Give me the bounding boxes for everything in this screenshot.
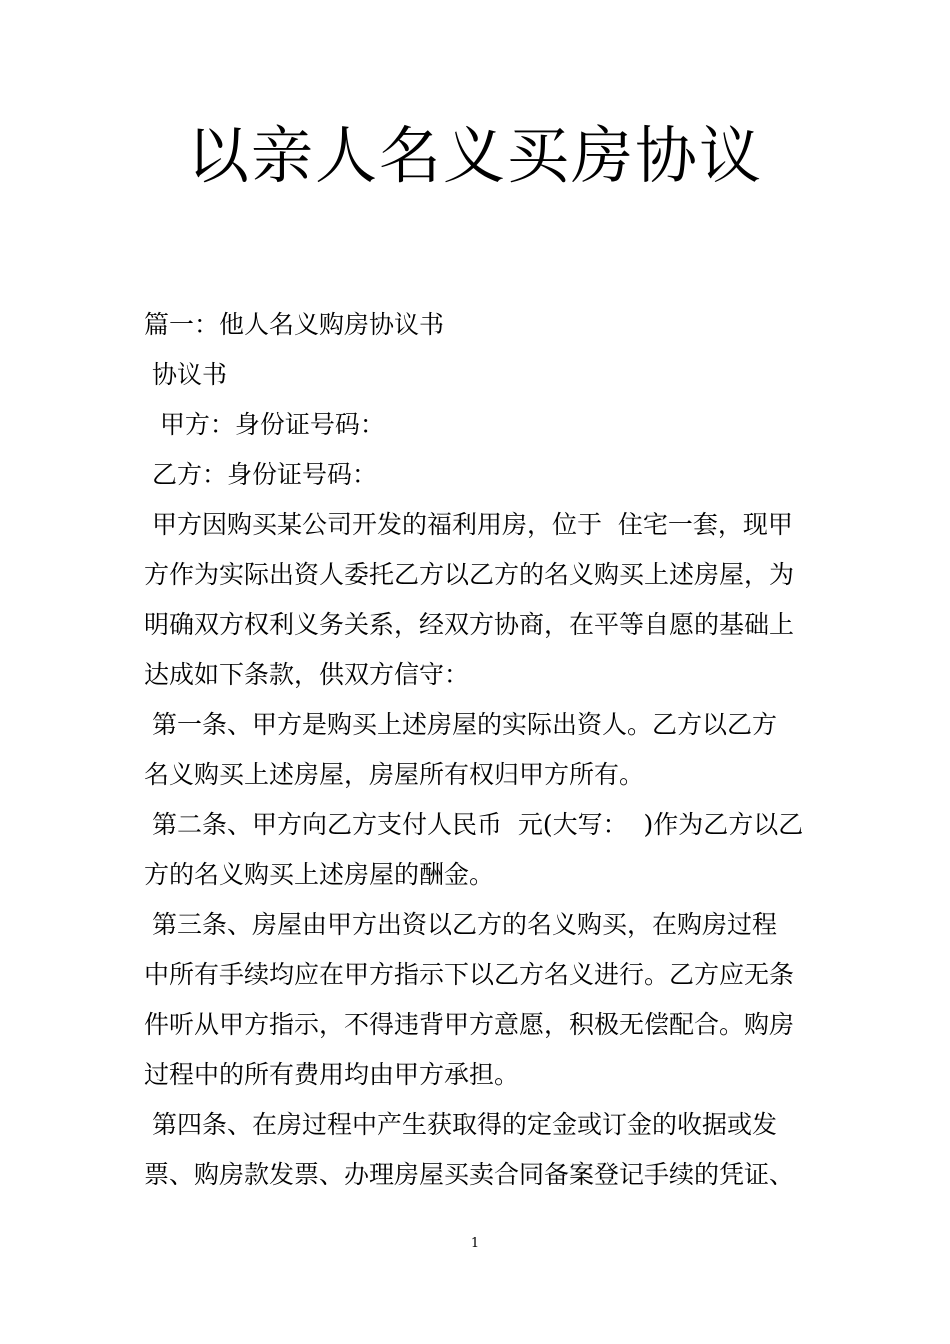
document-title: 以亲人名义买房协议	[186, 119, 763, 192]
text-line: 件听从甲方指示，不得违背甲方意愿，积极无偿配合。购房	[144, 1010, 795, 1039]
text-line: 篇一：他人名义购房协议书	[144, 310, 445, 339]
text-line: 明确双方权利义务关系，经双方协商，在平等自愿的基础上	[144, 610, 795, 639]
text-line: 方的名义购买上述房屋的酬金。	[144, 860, 495, 889]
text-line: 乙方：身份证号码：	[144, 460, 377, 489]
text-line: 名义购买上述房屋，房屋所有权归甲方所有。	[144, 760, 645, 789]
page-number: 1	[470, 1236, 480, 1251]
text-line: 协议书	[144, 360, 227, 389]
text-line: 甲方：身份证号码：	[144, 410, 385, 439]
text-line: 中所有手续均应在甲方指示下以乙方名义进行。乙方应无条	[144, 960, 795, 989]
text-line: 票、购房款发票、办理房屋买卖合同备案登记手续的凭证、	[144, 1160, 795, 1189]
text-line: 甲方因购买某公司开发的福利用房，位于 住宅一套，现甲	[144, 510, 793, 539]
document-body	[144, 300, 810, 1200]
text-line: 第四条、在房过程中产生获取得的定金或订金的收据或发	[144, 1110, 777, 1139]
text-line: 第二条、甲方向乙方支付人民币 元(大写： )作为乙方以乙	[144, 810, 804, 839]
text-line: 过程中的所有费用均由甲方承担。	[144, 1060, 520, 1089]
text-line: 方作为实际出资人委托乙方以乙方的名义购买上述房屋，为	[144, 560, 795, 589]
text-line: 达成如下条款，供双方信守：	[144, 660, 470, 689]
text-line: 第三条、房屋由甲方出资以乙方的名义购买，在购房过程	[144, 910, 777, 939]
text-line: 第一条、甲方是购买上述房屋的实际出资人。乙方以乙方	[144, 710, 777, 739]
